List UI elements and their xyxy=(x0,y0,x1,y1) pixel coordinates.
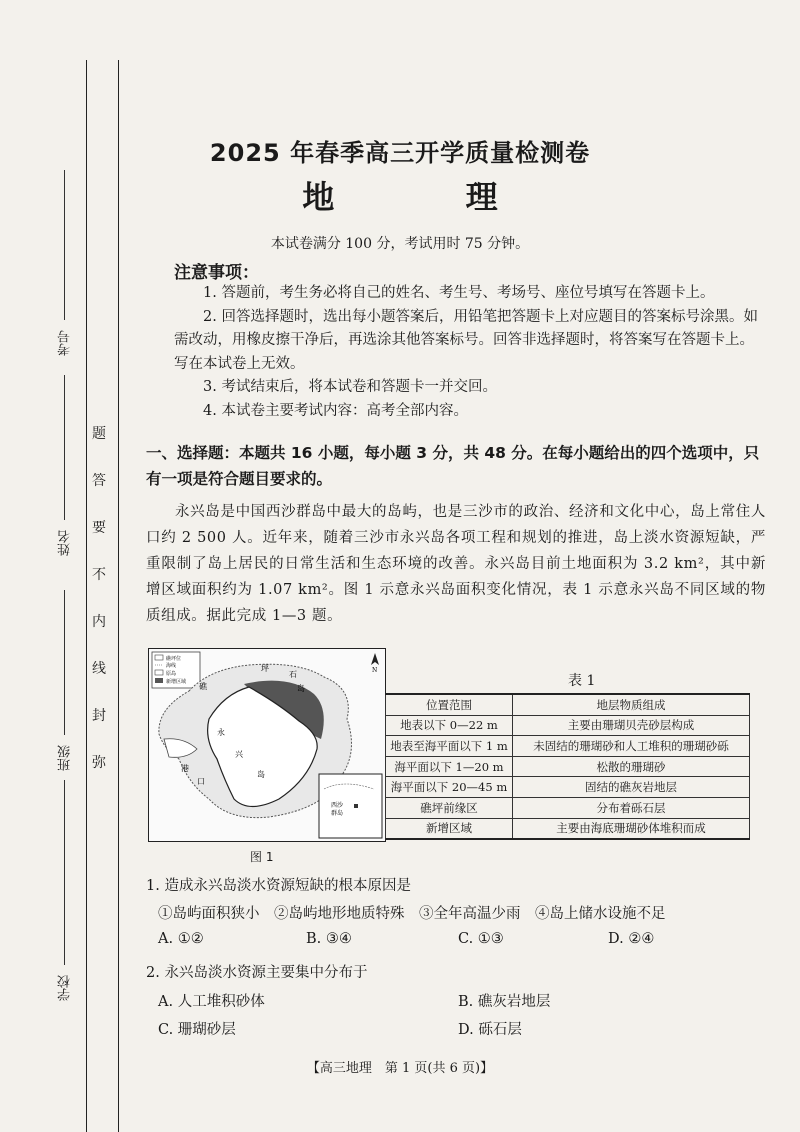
answer-option[interactable]: C. 珊瑚砂层 xyxy=(158,1022,236,1038)
binding-line-inner xyxy=(118,60,119,1132)
north-arrow-icon xyxy=(371,653,379,665)
name-label: 姓名 xyxy=(58,530,73,556)
table-row xyxy=(386,818,750,839)
table-cell: 地表以下 0—22 m xyxy=(386,715,513,736)
map-label: 石 xyxy=(289,670,297,679)
table-header-row xyxy=(386,694,750,715)
class-label: 班级 xyxy=(58,745,73,771)
table-header-cell: 位置范围 xyxy=(386,694,513,715)
map-label: 岛 xyxy=(297,684,305,693)
table-row xyxy=(386,715,750,736)
notice-list xyxy=(174,282,764,423)
notice-item: 3. 考试结束后，将本试卷和答题卡一并交回。 xyxy=(203,379,497,395)
inset-label: 西沙 xyxy=(331,802,344,809)
notice-heading: 注意事项： xyxy=(174,263,259,283)
answer-option[interactable]: A. ①② xyxy=(158,931,204,947)
notice-item: 1. 答题前，考生务必将自己的姓名、考生号、考场号、座位号填写在答题卡上。 xyxy=(203,285,715,301)
seal-char: 弥 xyxy=(92,755,106,771)
seal-char: 封 xyxy=(92,708,106,724)
name-field[interactable] xyxy=(64,375,65,520)
table-caption: 表 1 xyxy=(568,673,596,689)
inset-label: 群岛 xyxy=(331,810,344,817)
passage-text: 永兴岛是中国西沙群岛中最大的岛屿，也是三沙市的政治、经济和文化中心，岛上常住人口约 2 500 人。近年来，随着三沙市永兴岛各项工程和规划的推进，岛上淡水资源短缺，严重限制了岛上居民的日常生活和生态环境的改善。永兴岛目前土地面积为 3.2 km²，其中新增区域面积约为 1.07 km²。图 1 示意永兴岛面积变化情况，表 1 示意永兴岛不同区域的物质组成。据此完成 1—3 题。 xyxy=(146,504,766,624)
question-stem: 1. 造成永兴岛淡水资源短缺的根本原因是 xyxy=(146,878,411,894)
seal-char: 内 xyxy=(92,614,106,630)
seal-char: 答 xyxy=(92,473,106,489)
map-label: 兴 xyxy=(235,750,243,759)
legend-label: 海线 xyxy=(166,663,177,669)
reading-passage xyxy=(146,499,766,629)
seal-char: 要 xyxy=(92,520,106,536)
svg-text:N: N xyxy=(372,667,378,674)
table-cell: 分布着砾石层 xyxy=(513,797,750,818)
map-label: 港 xyxy=(181,764,189,773)
map-label: 坪 xyxy=(261,664,269,673)
island-map-svg xyxy=(149,649,385,841)
table-cell: 礁坪前缘区 xyxy=(386,797,513,818)
question-stem: 2. 永兴岛淡水资源主要集中分布于 xyxy=(146,965,368,981)
school-field[interactable] xyxy=(64,780,65,965)
class-field[interactable] xyxy=(64,590,65,735)
answer-option[interactable]: B. ③④ xyxy=(306,931,352,947)
map-label: 礁 xyxy=(199,682,207,691)
map-label: 永 xyxy=(217,728,225,737)
legend-island-swatch xyxy=(155,670,163,675)
legend-label: 新增区域 xyxy=(166,679,187,685)
map-label: 口 xyxy=(197,777,205,786)
inset-map-box xyxy=(319,774,382,838)
answer-option[interactable]: D. ②④ xyxy=(608,931,655,947)
exam-title: 2025 年春季高三开学质量检测卷 xyxy=(209,139,591,167)
legend-label: 原岛 xyxy=(166,671,177,677)
inset-island-marker xyxy=(354,804,358,808)
table-cell: 未固结的珊瑚砂和人工堆积的珊瑚砂砾 xyxy=(513,736,750,757)
school-label: 学校 xyxy=(58,975,73,1001)
section-heading: 一、选择题：本题共 16 小题，每小题 3 分，共 48 分。在每小题给出的四个选项中，只有一项是符合题目要求的。 xyxy=(146,444,760,488)
subject-title: 地 理 xyxy=(302,178,558,216)
table-cell: 海平面以下 20—45 m xyxy=(386,777,513,798)
table-row xyxy=(386,736,750,757)
answer-option[interactable]: D. 砾石层 xyxy=(458,1022,522,1038)
binding-line-outer xyxy=(86,60,87,1132)
table-cell: 海平面以下 1—20 m xyxy=(386,756,513,777)
legend-label: 礁坪位 xyxy=(166,656,182,662)
notice-item: 2. 回答选择题时，选出每小题答案后，用铅笔把答题卡上对应题目的答案标号涂黑。如需改动，用橡皮擦干净后，再选涂其他答案标号。回答非选择题时，将答案写在答题卡上。写在本试卷上无效。 xyxy=(174,308,758,372)
table-cell: 新增区域 xyxy=(386,818,513,839)
table-row xyxy=(386,756,750,777)
answer-option[interactable]: C. ①③ xyxy=(458,931,504,947)
notice-item: 4. 本试卷主要考试内容：高考全部内容。 xyxy=(203,402,468,419)
exam-number-label: 考号 xyxy=(58,330,73,356)
table-header-cell: 地层物质组成 xyxy=(513,694,750,715)
strata-table xyxy=(385,693,750,840)
table-cell: 地表至海平面以下 1 m xyxy=(386,736,513,757)
exam-info: 本试卷满分 100 分，考试用时 75 分钟。 xyxy=(270,236,530,252)
table-cell: 主要由海底珊瑚砂体堆积而成 xyxy=(513,818,750,839)
answer-option[interactable]: B. 礁灰岩地层 xyxy=(458,994,551,1010)
question-items: ①岛屿面积狭小 ②岛屿地形地质特殊 ③全年高温少雨 ④岛上储水设施不足 xyxy=(158,906,666,922)
seal-char: 线 xyxy=(92,661,106,677)
page-footer: 【高三地理 第 1 页(共 6 页)】 xyxy=(306,1061,494,1076)
map-label: 岛 xyxy=(257,770,265,779)
table-cell: 主要由珊瑚贝壳砂层构成 xyxy=(513,715,750,736)
table-row xyxy=(386,777,750,798)
seal-char: 题 xyxy=(92,426,106,442)
figure-caption: 图 1 xyxy=(250,850,274,864)
seal-char: 不 xyxy=(92,567,106,583)
legend-new-swatch xyxy=(155,678,163,683)
table-row xyxy=(386,797,750,818)
answer-option[interactable]: A. 人工堆积砂体 xyxy=(158,994,265,1010)
table-cell: 松散的珊瑚砂 xyxy=(513,756,750,777)
island-map-figure xyxy=(148,648,386,842)
table-cell: 固结的礁灰岩地层 xyxy=(513,777,750,798)
